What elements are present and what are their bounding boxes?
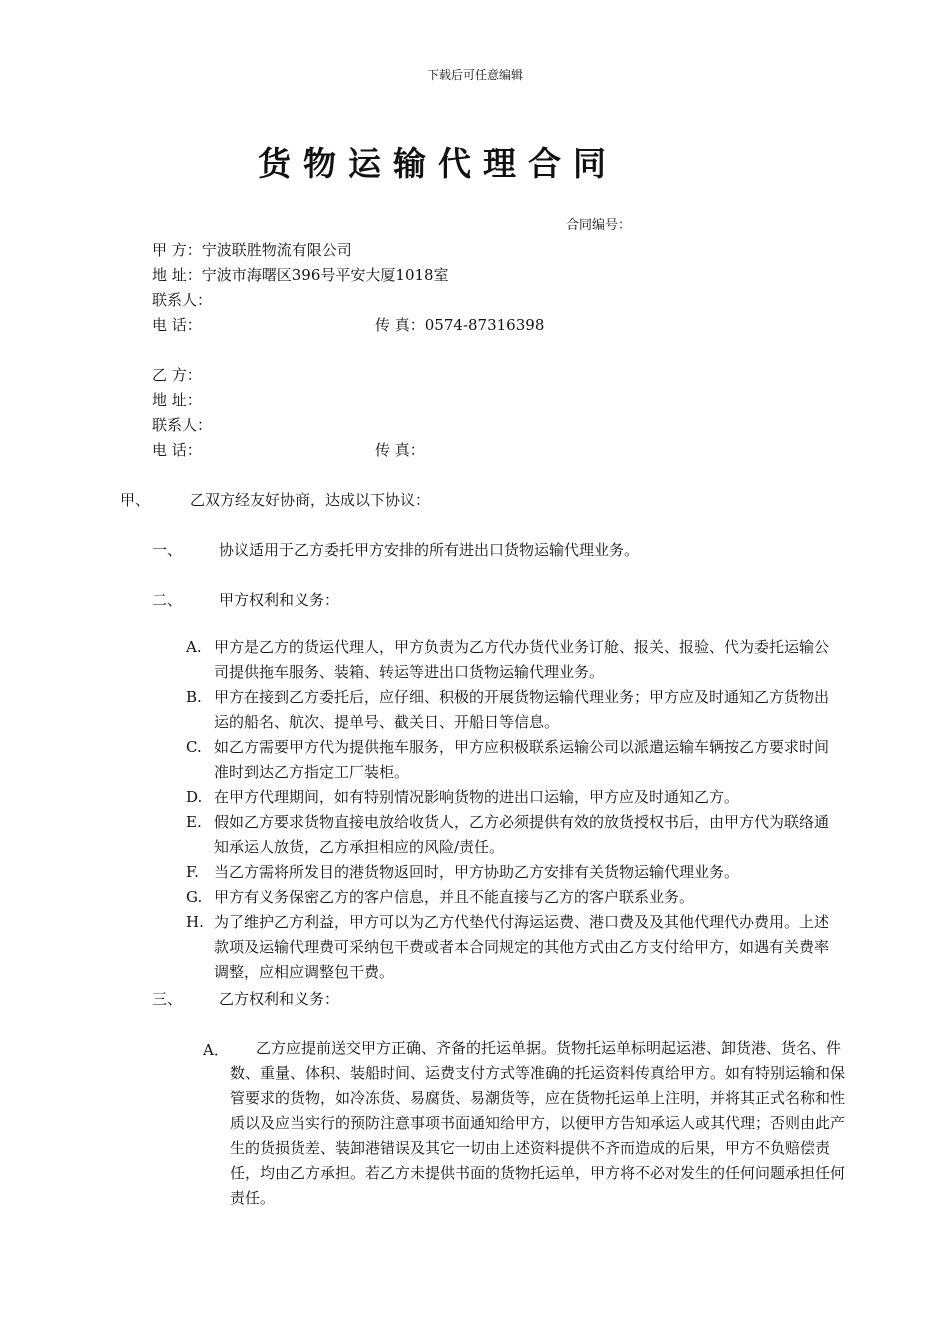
party-a-contact: 联系人： xyxy=(152,291,213,309)
section-2-item-label: B. xyxy=(186,688,202,706)
section-2-item-label: D. xyxy=(186,788,203,806)
intro-text: 乙双方经友好协商，达成以下协议： xyxy=(190,491,431,509)
section-2-item-text: 为了维护乙方利益，甲方可以为乙方代垫代付海运运费、港口费及及其他代理代办费用。上述款项及运输代理费可采纳包干费或者本合同规定的其他方式由乙方支付给甲方，如遇有关费率调整，应相应调整包干费。 xyxy=(214,913,830,981)
section-2-text: 甲方权利和义务： xyxy=(219,591,340,609)
section-2-item-label: H. xyxy=(186,913,204,931)
party-a-name: 甲 方：宁波联胜物流有限公司 xyxy=(152,241,352,259)
section-2-label: 二、 xyxy=(152,591,183,609)
section-3-label: 三、 xyxy=(152,990,183,1008)
section-2-item-label: E. xyxy=(186,813,202,831)
section-2-item-text: 当乙方需将所发目的港货物返回时，甲方协助乙方安排有关货物运输代理业务。 xyxy=(214,863,740,881)
section-3-item-label: A． xyxy=(203,1041,229,1059)
section-3-item-text: 乙方应提前送交甲方正确、齐备的托运单据。货物托运单标明起运港、卸货港、货名、件数、重量、体积、装船时间、运费支付方式等准确的托运资料传真给甲方。如有特别运输和保管要求的货物，如冷冻货、易腐货、易潮货等，应在货物托运单上注明，并将其正式名称和性质以及应当实行的预防注意事项书面通知给甲方，以便甲方告知承运人或其代理；否则由此产生的货损货差、装卸港错误及其它一切由上述资料提供不齐而造成的后果，甲方不负赔偿责任，均由乙方承担。若乙方未提供书面的货物托运单，甲方将不必对发生的任何问题承担任何责任。 xyxy=(230,1039,846,1207)
section-2-item-text: 在甲方代理期间，如有特别情况影响货物的进出口运输，甲方应及时通知乙方。 xyxy=(214,788,740,806)
party-b-contact: 联系人： xyxy=(152,416,213,434)
section-2-item-text: 甲方有义务保密乙方的客户信息，并且不能直接与乙方的客户联系业务。 xyxy=(214,888,695,906)
contract-number-label: 合同编号： xyxy=(566,218,632,233)
section-2-item-text: 甲方在接到乙方委托后，应仔细、积极的开展货物运输代理业务；甲方应及时通知乙方货物出运的船名、航次、提单号、截关日、开船日等信息。 xyxy=(214,688,830,731)
section-2-item-label: A. xyxy=(186,638,202,656)
party-b-name: 乙 方： xyxy=(152,366,202,384)
party-b-fax: 传 真： xyxy=(375,441,425,459)
section-2-item-label: G. xyxy=(186,888,203,906)
party-a-address: 地 址：宁波市海曙区396号平安大厦1018室 xyxy=(152,266,449,284)
party-a-phone: 电 话： xyxy=(152,316,202,334)
party-a-fax: 传 真：0574-87316398 xyxy=(375,316,545,334)
party-b-address: 地 址： xyxy=(152,391,202,409)
intro-label: 甲、 xyxy=(120,491,151,509)
section-2-item-text: 假如乙方要求货物直接电放给收货人，乙方必须提供有效的放货授权书后，由甲方代为联络通知承运人放货，乙方承担相应的风险/责任。 xyxy=(214,813,830,856)
section-2-item-text: 如乙方需要甲方代为提供拖车服务，甲方应积极联系运输公司以派遣运输车辆按乙方要求时间准时到达乙方指定工厂装柜。 xyxy=(214,738,830,781)
party-b-phone: 电 话： xyxy=(152,441,202,459)
section-1-text: 协议适用于乙方委托甲方安排的所有进出口货物运输代理业务。 xyxy=(219,541,640,559)
section-2-item-text: 甲方是乙方的货运代理人，甲方负责为乙方代办货代业务订舱、报关、报验、代为委托运输公司提供拖车服务、装箱、转运等进出口货物运输代理业务。 xyxy=(214,638,830,681)
section-2-item-label: F. xyxy=(186,863,199,881)
section-2-item-label: C. xyxy=(186,738,202,756)
document-title: 货物运输代理合同 xyxy=(258,144,618,183)
header-note: 下载后可任意编辑 xyxy=(426,68,523,82)
section-3-text: 乙方权利和义务： xyxy=(219,990,340,1008)
section-1-label: 一、 xyxy=(152,541,183,559)
